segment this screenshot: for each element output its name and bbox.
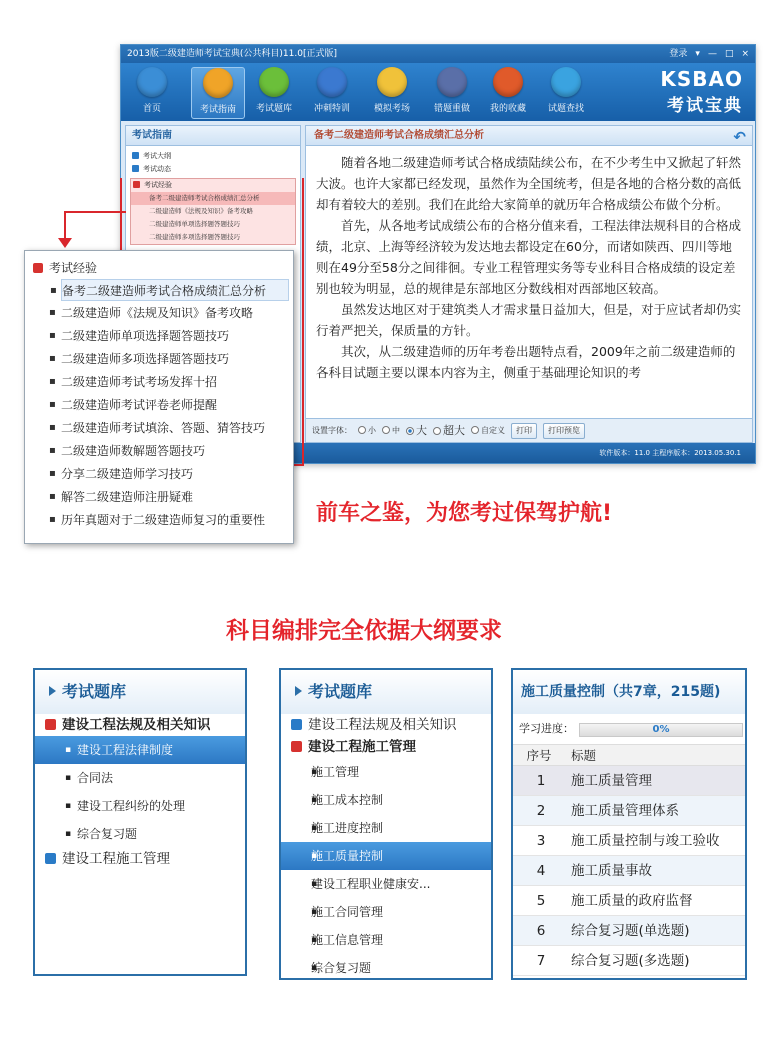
- group-label: 建设工程施工管理: [308, 739, 416, 755]
- group-construction-mgmt[interactable]: [281, 736, 491, 758]
- chapter-row[interactable]: [513, 856, 745, 886]
- clock-icon: [377, 67, 407, 97]
- popout-item[interactable]: ▪ 二级建造师单项选择题答题技巧: [61, 325, 289, 347]
- font-option-xlarge[interactable]: [433, 419, 465, 443]
- font-settings-bar: [306, 418, 752, 442]
- radio-icon: [433, 427, 441, 435]
- sidebar-item-label: 考试经验: [144, 181, 172, 189]
- chapter-row[interactable]: [513, 826, 745, 856]
- group-label: 建设工程施工管理: [62, 851, 170, 867]
- question-bank-panel-a: [33, 668, 247, 976]
- toolbar-exam-guide[interactable]: [191, 67, 245, 119]
- minimize-button[interactable]: —: [707, 49, 717, 59]
- toolbar-label: 考试题库: [255, 104, 292, 114]
- panel-title: [35, 670, 245, 714]
- group-regulations[interactable]: [35, 714, 245, 736]
- title-bar: [121, 45, 755, 63]
- radio-icon: [358, 426, 366, 434]
- font-option-label: 小: [368, 425, 376, 435]
- chapter-number: 6: [536, 923, 546, 939]
- sidebar-item-news[interactable]: [126, 163, 300, 176]
- maximize-button[interactable]: □: [724, 49, 734, 59]
- brand-en: KSBAO: [660, 67, 743, 91]
- leaf-item[interactable]: ▪ 建设工程法律制度: [35, 736, 245, 764]
- progress-label: 学习进度：: [519, 722, 574, 735]
- sidebar-group-experience: [130, 178, 296, 245]
- article-paragraph: 首先，从各地考试成绩公布的合格分值来看，工程法律法规科目的合格成绩，北京、上海等经济较为发达地去都设定在60分，而诸如陕西、四川等地则在49分至58分之间徘徊。专业工程管理实务等专业科目合格成绩的设定差别也较为明显，总的规律是东部地区分数线相对西部地区较高。: [316, 218, 742, 296]
- callout-arrow-icon: [58, 238, 72, 248]
- chapter-row[interactable]: [513, 796, 745, 826]
- compass-icon: [203, 68, 233, 98]
- toolbar-favorites[interactable]: [481, 67, 535, 119]
- toolbar-label: 模拟考场: [373, 104, 410, 114]
- popout-item[interactable]: ▪ 二级建造师考试评卷老师提醒: [61, 394, 289, 416]
- popout-item[interactable]: ▪ 解答二级建造师注册疑难: [61, 486, 289, 508]
- chapter-title: 施工质量事故: [571, 863, 652, 879]
- collapse-icon: [291, 741, 302, 752]
- chapter-title: 施工质量控制与竣工验收: [571, 833, 720, 849]
- home-icon: [137, 67, 167, 97]
- collapse-icon: [133, 181, 140, 188]
- magnifier-icon: [551, 67, 581, 97]
- leaf-item[interactable]: ▪ 综合复习题: [35, 820, 245, 848]
- experience-popout-menu: [24, 250, 294, 544]
- article-paragraph: 虽然发达地区对于建筑类人才需求量日益加大，但是，对于应试者却仍实行着严把关，保质量的方针。: [316, 302, 742, 338]
- menu-dropdown-icon[interactable]: ▾: [695, 49, 700, 59]
- sidebar-title: 考试指南: [126, 126, 300, 146]
- gift-icon: [493, 67, 523, 97]
- toolbar-home[interactable]: [125, 67, 179, 119]
- font-option-custom[interactable]: [471, 419, 505, 443]
- expand-icon: [291, 719, 302, 730]
- chapter-table-header: [513, 744, 745, 766]
- toolbar-sprint-training[interactable]: [305, 67, 359, 119]
- progress-value: 0%: [652, 724, 670, 735]
- chapter-number: 4: [536, 863, 546, 879]
- radio-icon: [471, 426, 479, 434]
- back-arrow-icon[interactable]: ↶: [733, 128, 746, 146]
- expand-icon: [132, 152, 139, 159]
- chapter-row[interactable]: [513, 766, 745, 796]
- chapter-number: 7: [536, 953, 546, 969]
- chapter-row[interactable]: [513, 916, 745, 946]
- brand-logo: [660, 67, 743, 116]
- study-progress: [513, 714, 745, 744]
- progress-bar: [579, 723, 743, 737]
- column-title-header: 标题: [571, 748, 597, 763]
- chapter-title: 综合复习题(多选题): [571, 953, 690, 969]
- toolbar-label: 冲刺特训: [313, 104, 350, 114]
- panel-title-text: 考试题库: [308, 682, 373, 701]
- close-button[interactable]: ×: [741, 49, 749, 59]
- article-pane: [305, 125, 753, 443]
- radio-selected-icon: [406, 427, 414, 435]
- leaf-item[interactable]: ▪ 施工管理: [281, 758, 491, 786]
- sidebar-leaf[interactable]: 二级建造师《法规及知识》备考攻略: [149, 207, 253, 215]
- toolbar-search[interactable]: [539, 67, 593, 119]
- group-label: 建设工程法规及相关知识: [308, 717, 457, 733]
- triangle-icon: [295, 686, 302, 696]
- triangle-icon: [49, 686, 56, 696]
- popout-item[interactable]: ▪ 二级建造师考试填涂、答题、猜答技巧: [61, 417, 289, 439]
- toolbar-label: 试题查找: [547, 104, 584, 114]
- leaf-item[interactable]: ▪ 建设工程职业健康安...: [281, 870, 491, 898]
- leaf-item[interactable]: ▪ 施工合同管理: [281, 898, 491, 926]
- slogan-2: 科目编排完全依据大纲要求: [226, 618, 502, 644]
- chapter-row[interactable]: [513, 886, 745, 916]
- chapter-number: 5: [536, 893, 546, 909]
- popout-item[interactable]: ▪ 历年真题对于二级建造师复习的重要性: [61, 509, 289, 531]
- window-title: 2013版二级建造师考试宝典(公共科目)11.0[正式版]: [127, 49, 337, 59]
- expand-icon: [132, 165, 139, 172]
- font-option-medium[interactable]: [382, 419, 400, 443]
- leaf-item[interactable]: ▪ 建设工程纠纷的处理: [35, 792, 245, 820]
- sidebar-item-label: 考试动态: [143, 165, 171, 173]
- leaf-item[interactable]: ▪ 综合复习题: [281, 954, 491, 980]
- font-option-label: 自定义: [481, 425, 505, 435]
- chapter-title: 施工质量管理: [571, 773, 652, 789]
- status-bar: 软件版本：11.0 主程序版本：2013.05.30.1: [121, 443, 755, 463]
- toolbar-label: 我的收藏: [489, 104, 526, 114]
- sidebar-item-experience[interactable]: [131, 179, 295, 192]
- popout-item[interactable]: ▪ 二级建造师数解题答题技巧: [61, 440, 289, 462]
- print-preview-button[interactable]: 打印预览: [543, 423, 585, 439]
- chapter-number: 1: [536, 773, 546, 789]
- article-title: 备考二级建造师考试合格成绩汇总分析: [314, 130, 484, 141]
- article-paragraph: 随着各地二级建造师考试合格成绩陆续公布，在不少考生中又掀起了轩然大波。也许大家都已经发现，虽然作为全国统考，但是各地的合格分数的高低却有着较大的差别。我们在此给大家简单的就历年合格成绩公布做个分析。: [316, 155, 742, 212]
- leaf-item[interactable]: ▪ 施工质量控制: [281, 842, 491, 870]
- chapter-number: 2: [536, 803, 546, 819]
- toolbar-label: 首页: [142, 104, 161, 114]
- article-body: [306, 146, 752, 416]
- brand-cn: 考试宝典: [667, 96, 743, 116]
- login-button[interactable]: 登录: [669, 49, 688, 59]
- font-option-label: 中: [392, 425, 400, 435]
- popout-header-label: 考试经验: [49, 261, 98, 275]
- font-option-label: 大: [416, 423, 427, 437]
- popout-item[interactable]: ▪ 二级建造师《法规及知识》备考攻略: [61, 302, 289, 324]
- slogan-1: 前车之鉴，为您考过保驾护航!: [316, 501, 613, 526]
- toolbar-mock-exam[interactable]: [365, 67, 419, 119]
- panel-title-text: 考试题库: [62, 682, 127, 701]
- popout-item[interactable]: ▪ 分享二级建造师学习技巧: [61, 463, 289, 485]
- print-button[interactable]: 打印: [511, 423, 537, 439]
- main-toolbar: [121, 63, 755, 121]
- radio-icon: [382, 426, 390, 434]
- expand-icon: [45, 853, 56, 864]
- toolbar-label: 考试指南: [199, 105, 236, 115]
- question-bank-panel-b: [279, 668, 493, 980]
- popout-item[interactable]: ▪ 二级建造师多项选择题答题技巧: [61, 348, 289, 370]
- chapter-list-panel: [511, 668, 747, 980]
- sidebar-leaf[interactable]: 备考二级建造师考试合格成绩汇总分析: [131, 192, 295, 205]
- group-regulations[interactable]: [281, 714, 491, 736]
- leaf-item[interactable]: ▪ 合同法: [35, 764, 245, 792]
- panel-title: 施工质量控制（共7章，215题): [513, 670, 745, 714]
- article-title-bar: [306, 126, 752, 146]
- collapse-icon: [45, 719, 56, 730]
- leaf-item[interactable]: ▪ 施工进度控制: [281, 814, 491, 842]
- toolbar-redo-wrong[interactable]: [425, 67, 479, 119]
- article-paragraph: 其次，从二级建造师的历年考卷出题特点看，2009年之前二级建造师的各科目试题主要以课本内容为主，侧重于基础理论知识的考: [316, 344, 736, 380]
- group-construction-mgmt[interactable]: [35, 848, 245, 870]
- font-option-large[interactable]: [406, 419, 427, 443]
- panel-title: [281, 670, 491, 714]
- popout-header[interactable]: [33, 259, 97, 276]
- chapter-row[interactable]: [513, 946, 745, 976]
- column-number-header: 序号: [526, 748, 552, 763]
- sidebar-item-label: 考试大纲: [143, 152, 171, 160]
- window-controls: [669, 45, 749, 63]
- popout-item[interactable]: ▪ 二级建造师考试考场发挥十招: [61, 371, 289, 393]
- font-settings-label: 设置字体：: [312, 425, 352, 435]
- group-label: 建设工程法规及相关知识: [62, 717, 211, 733]
- chapter-title: 施工质量管理体系: [571, 803, 679, 819]
- toolbar-label: 错题重做: [433, 104, 470, 114]
- pencil-icon: [437, 67, 467, 97]
- chapter-number: 3: [536, 833, 546, 849]
- sidebar-leaf[interactable]: 二级建造师多项选择题答题技巧: [149, 233, 240, 241]
- chapter-title: 施工质量的政府监督: [571, 893, 693, 909]
- leaf-item[interactable]: ▪ 施工信息管理: [281, 926, 491, 954]
- font-option-small[interactable]: [358, 419, 376, 443]
- brain-icon: [317, 67, 347, 97]
- sidebar-leaf[interactable]: 二级建造师单项选择题答题技巧: [149, 220, 240, 228]
- callout-connector: [64, 211, 126, 243]
- books-icon: [259, 67, 289, 97]
- popout-item[interactable]: ▪ 备考二级建造师考试合格成绩汇总分析: [61, 279, 289, 301]
- toolbar-question-bank[interactable]: [247, 67, 301, 119]
- collapse-icon: [33, 263, 43, 273]
- leaf-item[interactable]: ▪ 施工成本控制: [281, 786, 491, 814]
- font-option-label: 超大: [443, 423, 465, 437]
- sidebar-item-syllabus[interactable]: [126, 150, 300, 163]
- chapter-title: 综合复习题(单选题): [571, 923, 690, 939]
